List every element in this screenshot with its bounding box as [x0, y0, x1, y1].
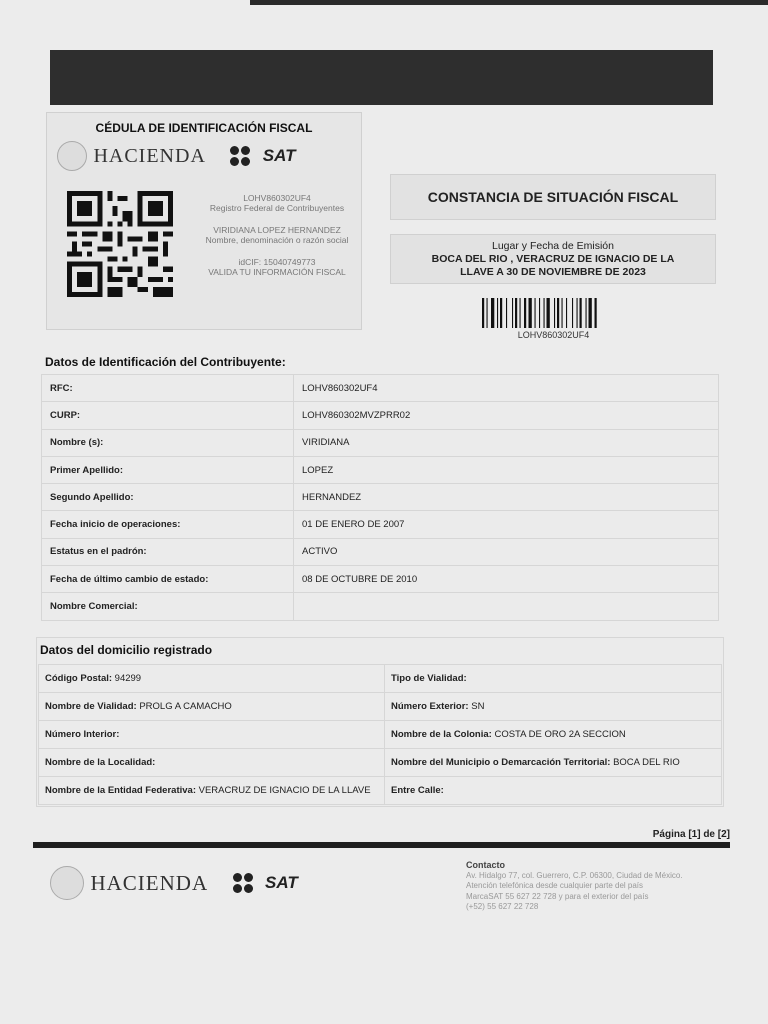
contacto-block	[466, 860, 726, 913]
table-row	[42, 593, 719, 620]
contacto-line: MarcaSAT 55 627 22 728 y para el exterior del país	[466, 891, 649, 901]
field-value: 08 DE OCTUBRE DE 2010	[294, 566, 719, 593]
barcode-icon	[482, 298, 625, 328]
field-value: VERACRUZ DE IGNACIO DE LA LLAVE	[198, 785, 371, 796]
field-label: Nombre de la Entidad Federativa:	[45, 785, 196, 796]
address-cell	[39, 693, 385, 721]
page-number: Página [1] de [2]	[652, 829, 730, 840]
field-label: CURP:	[42, 402, 294, 429]
table-row	[42, 375, 719, 402]
identificacion-title: Datos de Identificación del Contribuyente:	[45, 355, 286, 369]
contacto-line: Atención telefónica desde cualquier parte del país	[466, 881, 644, 890]
address-cell	[385, 777, 722, 805]
sat-logo: SAT	[262, 146, 296, 165]
table-row	[39, 749, 722, 777]
cedula-info	[195, 193, 359, 289]
table-row	[39, 693, 722, 721]
field-label: Número Interior:	[45, 729, 120, 740]
field-label: Nombre de la Colonia:	[391, 729, 492, 740]
header-bar	[50, 50, 713, 105]
sat-dots-icon	[230, 146, 258, 166]
field-label: Código Postal:	[45, 673, 113, 684]
field-value: ACTIVO	[294, 538, 719, 565]
table-row	[39, 721, 722, 749]
address-cell	[385, 665, 722, 693]
field-label: Primer Apellido:	[42, 456, 294, 483]
field-label: Nombre de Vialidad:	[45, 701, 137, 712]
field-label: Segundo Apellido:	[42, 484, 294, 511]
mexico-seal-icon	[57, 141, 87, 171]
table-row	[39, 665, 722, 693]
field-label: Fecha inicio de operaciones:	[42, 511, 294, 538]
field-value: SN	[471, 701, 485, 712]
field-value: BOCA DEL RIO	[613, 757, 680, 768]
address-cell	[385, 693, 722, 721]
field-value: LOHV860302UF4	[294, 375, 719, 402]
cedula-valida: VALIDA TU INFORMACIÓN FISCAL	[208, 267, 346, 277]
footer-logos	[50, 866, 380, 906]
field-value: HERNANDEZ	[294, 484, 719, 511]
field-label: Nombre de la Localidad:	[45, 757, 156, 768]
address-cell	[39, 665, 385, 693]
field-value: PROLG A CAMACHO	[139, 701, 232, 712]
sat-dots-icon	[233, 873, 261, 893]
field-value: 01 DE ENERO DE 2007	[294, 511, 719, 538]
footer-rule	[33, 842, 730, 848]
page-edge-shadow	[250, 0, 768, 5]
table-row	[42, 484, 719, 511]
cedula-idcif: idCIF: 15040749773	[238, 257, 316, 267]
field-label: Estatus en el padrón:	[42, 538, 294, 565]
cedula-name-caption: Nombre, denominación o razón social	[205, 235, 349, 245]
address-cell	[385, 721, 722, 749]
table-row	[42, 429, 719, 456]
field-label: Número Exterior:	[391, 701, 469, 712]
field-label: Tipo de Vialidad:	[391, 673, 467, 684]
field-value	[294, 593, 719, 620]
field-label: Nombre (s):	[42, 429, 294, 456]
field-value: 94299	[114, 673, 142, 684]
barcode-text: LOHV860302UF4	[517, 330, 590, 340]
field-label: Fecha de último cambio de estado:	[42, 566, 294, 593]
cedula-logos	[57, 141, 357, 171]
emision-box	[390, 234, 716, 284]
cedula-rfc-caption: Registro Federal de Contribuyentes	[209, 203, 345, 213]
cedula-name: VIRIDIANA LOPEZ HERNANDEZ	[213, 225, 341, 235]
hacienda-logo: HACIENDA	[93, 144, 206, 167]
identificacion-table	[41, 374, 719, 621]
domicilio-table	[38, 664, 722, 805]
address-cell	[385, 749, 722, 777]
domicilio-title: Datos del domicilio registrado	[40, 643, 213, 657]
field-value: LOHV860302MVZPRR02	[294, 402, 719, 429]
qr-code-icon	[67, 191, 173, 297]
table-row	[42, 566, 719, 593]
field-value: COSTA DE ORO 2A SECCION	[494, 729, 626, 740]
footer-sat-logo: SAT	[265, 873, 298, 892]
cedula-card	[46, 112, 362, 330]
emision-place-line1: BOCA DEL RIO , VERACRUZ DE IGNACIO DE LA	[431, 253, 675, 265]
table-row	[42, 538, 719, 565]
cedula-rfc: LOHV860302UF4	[243, 193, 311, 203]
field-value: VIRIDIANA	[294, 429, 719, 456]
contacto-line: Av. Hidalgo 77, col. Guerrero, C.P. 06300, Ciudad de México.	[466, 870, 683, 880]
table-row	[42, 402, 719, 429]
table-row	[42, 456, 719, 483]
table-row	[39, 777, 722, 805]
emision-label: Lugar y Fecha de Emisión	[492, 240, 614, 252]
field-label: RFC:	[42, 375, 294, 402]
field-label: Nombre del Municipio o Demarcación Territorial:	[391, 757, 611, 768]
field-label: Entre Calle:	[391, 785, 444, 796]
contacto-line: (+52) 55 627 22 728	[466, 902, 539, 911]
cedula-title: CÉDULA DE IDENTIFICACIÓN FISCAL	[95, 121, 313, 135]
field-label: Nombre Comercial:	[42, 593, 294, 620]
table-row	[42, 511, 719, 538]
address-cell	[39, 721, 385, 749]
emision-place-line2: LLAVE A 30 DE NOVIEMBRE DE 2023	[460, 266, 646, 278]
address-cell	[39, 749, 385, 777]
mexico-seal-icon	[50, 866, 84, 900]
footer-hacienda-logo: HACIENDA	[90, 870, 209, 895]
constancia-title: CONSTANCIA DE SITUACIÓN FISCAL	[390, 174, 716, 220]
field-value: LOPEZ	[294, 456, 719, 483]
contacto-title: Contacto	[466, 860, 505, 870]
address-cell	[39, 777, 385, 805]
